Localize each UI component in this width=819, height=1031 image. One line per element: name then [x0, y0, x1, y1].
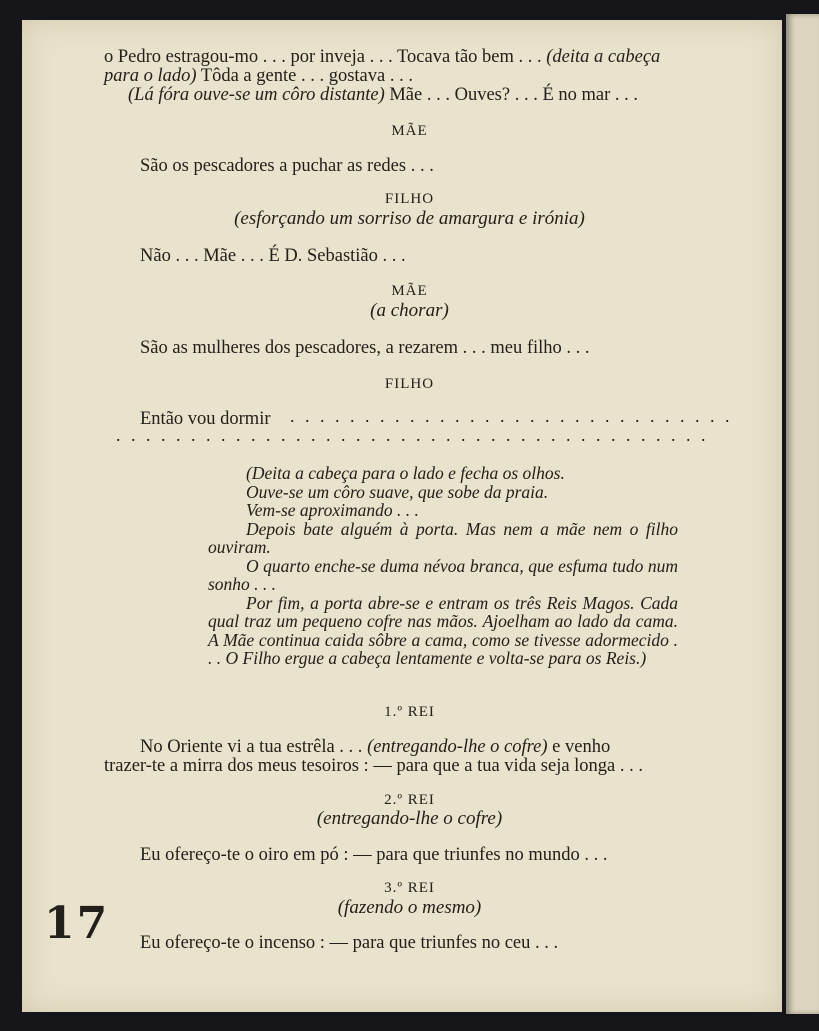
adjacent-page-edge [786, 14, 819, 1014]
stage-paragraph: Vem-se aproximando . . . [246, 500, 419, 520]
dialogue-line: Eu ofereço-te o incenso : — para que triunfes no ceu . . . [140, 933, 559, 953]
dialogue-line: trazer-te a mirra dos meus tesoiros : — para que a tua vida seja longa . . . [104, 756, 644, 776]
ellipsis-dots: . . . . . . . . . . . . . . . . . . . . . . . . . . . . . . [290, 406, 733, 426]
stage-direction-inline: para o lado) [104, 66, 197, 86]
speaker-name: 2.º REI [384, 792, 435, 808]
dialogue-line: São os pescadores a puchar as redes . . . [140, 156, 434, 176]
stage-paragraph: Ouve-se um côro suave, que sobe da praia. [246, 481, 549, 502]
stage-paragraph: Por fim, a porta abre-se e entram os três Reis Magos. Cada qual traz um pequeno cofre nas mãos. Ajoelham ao lado da cama. A Mãe continua caida sôbre a cama, como se tivesse adormecido . . . O Filho ergue a cabeça lentamente e volta-se para os Reis.) [208, 592, 678, 668]
page-number: 17 [44, 898, 110, 949]
stage-direction-block [208, 464, 678, 668]
dialogue-text: Tôda a gente . . . gostava . . . [196, 66, 413, 86]
stage-direction: (a chorar) [370, 300, 449, 321]
stage-paragraph: (Deita a cabeça para o lado e fecha os olhos. [246, 463, 565, 483]
speaker-name: 1.º REI [384, 704, 435, 720]
stage-direction-inline: (Lá fóra ouve-se um côro distante) [128, 85, 385, 105]
stage-paragraph: Depois bate alguém à porta. Mas nem a mãe nem o filho ouviram. [208, 518, 678, 557]
dialogue-text: No Oriente vi a tua estrêla . . . [140, 737, 368, 757]
stage-direction: (fazendo o mesmo) [337, 897, 482, 918]
dialogue-line: São as mulheres dos pescadores, a rezarem . . . meu filho . . . [140, 338, 590, 358]
stage-direction: (entregando-lhe o cofre) [316, 808, 503, 829]
dialogue-line: Então vou dormir [140, 409, 271, 429]
speaker-name: MÃE [391, 123, 428, 139]
speaker-name: 3.º REI [384, 880, 435, 896]
speaker-name: MÃE [391, 283, 428, 299]
dialogue-text: e venho [547, 737, 611, 757]
stage-direction: (esforçando um sorriso de amargura e irónia) [234, 208, 585, 229]
dialogue-text: Mãe . . . Ouves? . . . É no mar . . . [384, 85, 639, 105]
speaker-name: FILHO [384, 376, 435, 392]
dialogue-line: Não . . . Mãe . . . É D. Sebastião . . . [140, 246, 406, 266]
dialogue-text: o Pedro estragou-mo . . . por inveja . . . Tocava tão bem . . . [104, 47, 547, 67]
dialogue-line: Eu ofereço-te o oiro em pó : — para que triunfes no mundo . . . [140, 845, 608, 865]
stage-direction-inline: (deita a cabeça [546, 47, 661, 67]
ellipsis-dots: . . . . . . . . . . . . . . . . . . . . . . . . . . . . . . . . . . . . . . . . [116, 425, 709, 445]
speaker-name: FILHO [384, 191, 435, 207]
stage-paragraph: O quarto enche-se duma névoa branca, que esfuma tudo num sonho . . . [208, 555, 678, 594]
stage-direction-inline: (entregando-lhe o cofre) [367, 737, 548, 757]
text-line [128, 84, 638, 106]
